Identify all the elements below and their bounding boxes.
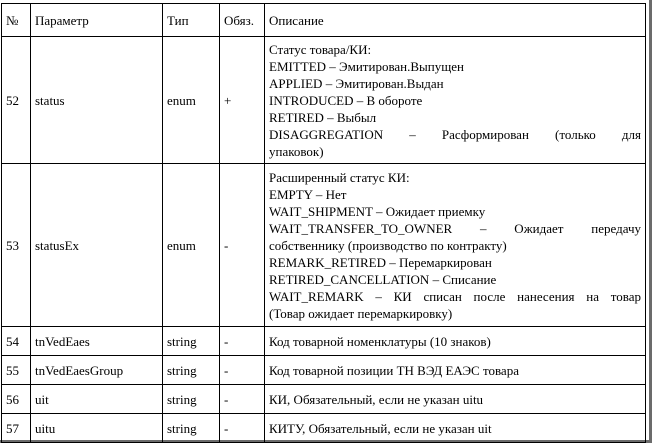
description-line: EMPTY – Нет: [269, 186, 347, 202]
description-line: (Товар ожидает перемаркировку): [269, 305, 453, 321]
description-line: REMARK_RETIRED – Перемаркирован: [269, 254, 492, 270]
row-description: [265, 164, 646, 327]
description-line: Расширенный статус КИ:: [269, 169, 410, 185]
row-parameter: statusEx: [31, 164, 163, 327]
row-required: -: [220, 164, 265, 327]
table-row: [2, 327, 646, 356]
table-row: [2, 37, 646, 164]
description-line: INTRODUCED – В обороте: [269, 92, 423, 108]
description-line: WAIT_SHIPMENT – Ожидает приемку: [269, 203, 486, 219]
row-description: КИТУ, Обязательный, если не указан uit: [265, 414, 646, 443]
row-number: 54: [2, 327, 31, 356]
row-parameter: status: [31, 37, 163, 164]
row-required: -: [220, 327, 265, 356]
description-line: упаковок): [269, 143, 324, 159]
description-line: WAIT_REMARK – КИ списан после нанесения на товар: [269, 288, 641, 304]
table-row: [2, 356, 646, 385]
row-parameter: tnVedEaes: [31, 327, 163, 356]
header-number: №: [2, 4, 31, 37]
row-description: Код товарной позиции ТН ВЭД ЕАЭС товара: [265, 356, 646, 385]
row-description: Код товарной номенклатуры (10 знаков): [265, 327, 646, 356]
description-line: собственнику (производство по контракту): [269, 237, 507, 253]
row-type: enum: [163, 164, 220, 327]
row-type: string: [163, 356, 220, 385]
header-parameter: Параметр: [31, 4, 163, 37]
row-type: enum: [163, 37, 220, 164]
header-type: Тип: [163, 4, 220, 37]
table-header-row: [2, 4, 646, 37]
description-line: DISAGGREGATION – Расформирован (только для: [269, 126, 641, 142]
row-number: 52: [2, 37, 31, 164]
description-line: WAIT_TRANSFER_TO_OWNER – Ожидает передачу: [269, 220, 641, 236]
row-number: 56: [2, 385, 31, 414]
table-row: [2, 164, 646, 327]
table-row: [2, 414, 646, 443]
row-required: -: [220, 356, 265, 385]
row-parameter: tnVedEaesGroup: [31, 356, 163, 385]
row-parameter: uitu: [31, 414, 163, 443]
description-line: APPLIED – Эмитирован.Выдан: [269, 75, 444, 91]
row-number: 55: [2, 356, 31, 385]
table-row: [2, 385, 646, 414]
row-type: string: [163, 385, 220, 414]
description-line: RETIRED_CANCELLATION – Списание: [269, 271, 497, 287]
row-type: string: [163, 327, 220, 356]
header-required: Обяз.: [220, 4, 265, 37]
row-type: string: [163, 414, 220, 443]
row-parameter: uit: [31, 385, 163, 414]
header-description: Описание: [265, 4, 646, 37]
description-line: EMITTED – Эмитирован.Выпущен: [269, 58, 464, 74]
row-required: -: [220, 414, 265, 443]
row-description: КИ, Обязательный, если не указан uitu: [265, 385, 646, 414]
description-line: Статус товара/КИ:: [269, 41, 372, 57]
parameters-table: [1, 3, 646, 443]
row-number: 57: [2, 414, 31, 443]
row-description: [265, 37, 646, 164]
row-required: +: [220, 37, 265, 164]
row-number: 53: [2, 164, 31, 327]
description-line: RETIRED – Выбыл: [269, 109, 377, 125]
row-required: -: [220, 385, 265, 414]
